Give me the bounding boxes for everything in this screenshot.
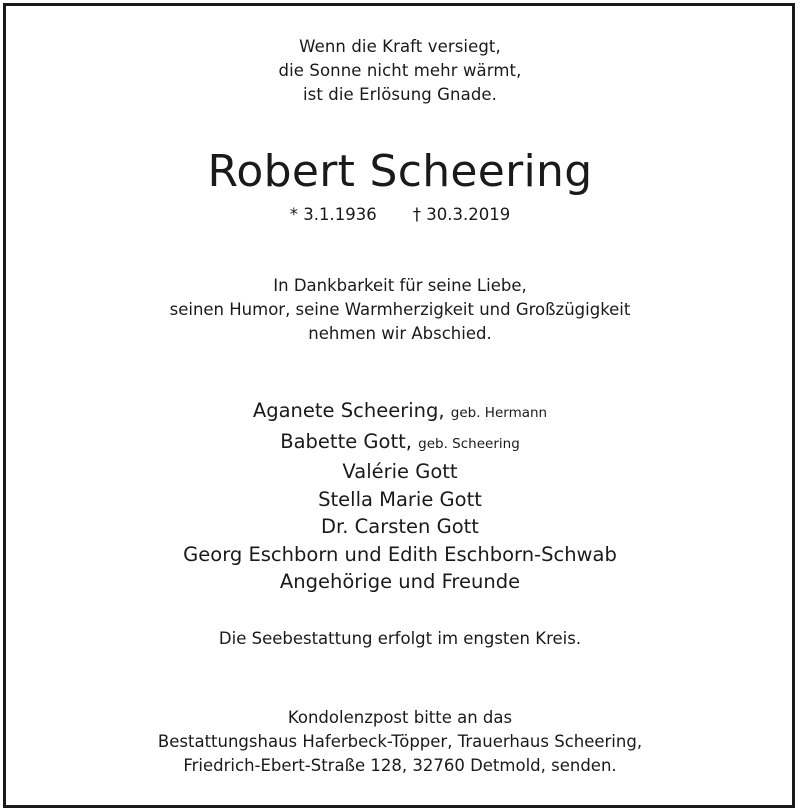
mourner-entry bbox=[0, 486, 800, 514]
birth-date: * 3.1.1936 bbox=[289, 205, 377, 224]
burial-notice: Die Seebestattung erfolgt im engsten Kreis. bbox=[218, 629, 582, 648]
mourner-entry bbox=[0, 513, 800, 541]
mourner-entry bbox=[0, 568, 800, 596]
mourner-name: Valérie Gott bbox=[342, 460, 458, 483]
mourner-name: Dr. Carsten Gott bbox=[321, 515, 479, 538]
condolence-line: Bestattungshaus Haferbeck-Töpper, Trauerhaus Scheering, bbox=[157, 732, 643, 751]
condolence-line: Friedrich-Ebert-Straße 128, 32760 Detmold, senden. bbox=[183, 756, 617, 775]
mourner-entry bbox=[0, 428, 800, 459]
mourner-name: Angehörige und Freunde bbox=[279, 570, 521, 593]
mourners-list bbox=[0, 397, 800, 596]
gratitude-line: seinen Humor, seine Warmherzigkeit und Großzügigkeit bbox=[169, 300, 631, 319]
life-dates bbox=[0, 204, 800, 226]
gratitude-line: nehmen wir Abschied. bbox=[308, 324, 492, 343]
mourner-entry bbox=[0, 458, 800, 486]
condolence-address bbox=[0, 706, 800, 778]
death-date: † 30.3.2019 bbox=[412, 205, 511, 224]
mourner-entry bbox=[0, 397, 800, 428]
maiden-name: geb. Scheering bbox=[418, 435, 520, 452]
deceased-name: Robert Scheering bbox=[207, 146, 593, 197]
mourner-name: Georg Eschborn und Edith Eschborn-Schwab bbox=[183, 542, 617, 566]
motto-line: ist die Erlösung Gnade. bbox=[303, 85, 497, 104]
mourner-name: Stella Marie Gott bbox=[318, 487, 482, 511]
mourner-name: Babette Gott, bbox=[280, 429, 412, 453]
maiden-name: geb. Hermann bbox=[450, 405, 548, 421]
gratitude-text bbox=[0, 274, 800, 346]
motto-line: die Sonne nicht mehr wärmt, bbox=[278, 61, 522, 80]
mourner-name: Aganete Scheering, bbox=[252, 399, 445, 422]
motto-verse bbox=[0, 35, 800, 107]
mourner-entry bbox=[0, 541, 800, 569]
condolence-line: Kondolenzpost bitte an das bbox=[287, 708, 513, 727]
motto-line: Wenn die Kraft versiegt, bbox=[299, 37, 501, 56]
gratitude-line: In Dankbarkeit für seine Liebe, bbox=[273, 276, 527, 295]
